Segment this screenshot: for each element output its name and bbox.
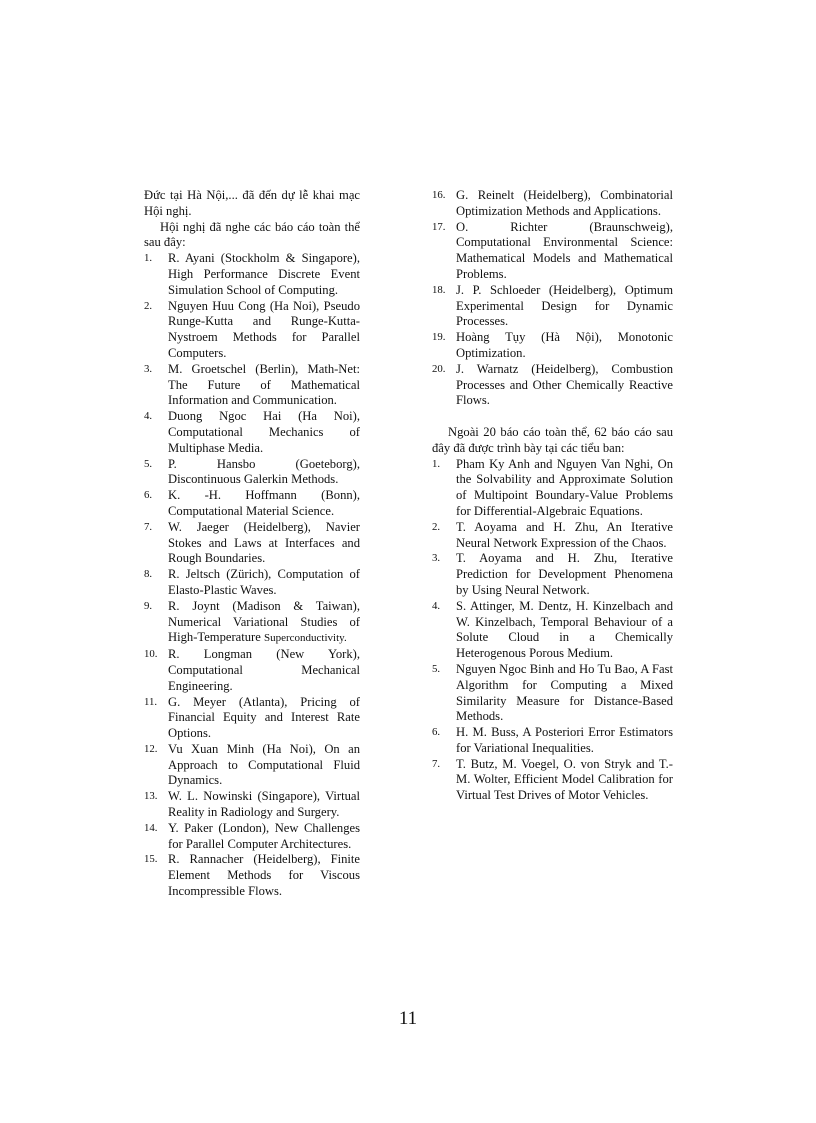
item-number: 12.	[144, 742, 158, 755]
sessions-intro: Ngoài 20 báo cáo toàn thể, 62 báo cáo sau đây đã được trình bày tại các tiểu ban:	[432, 424, 673, 455]
item-text: Vu Xuan Minh (Ha Noi), On an Approach to Computational Fluid Dynamics.	[168, 741, 360, 788]
item-text: Duong Ngoc Hai (Ha Noi), Computational Mechanics of Multiphase Media.	[168, 409, 360, 455]
item-text: Nguyen Huu Cong (Ha Noi), Pseudo Runge-Kutta and Runge-Kutta-Nystroem Methods for Parallel Computers.	[168, 298, 360, 360]
item-text: T. Aoyama and H. Zhu, An Iterative Neural Network Expression of the Chaos.	[456, 519, 673, 550]
item-text: G. Meyer (Atlanta), Pricing of Financial Equity and Interest Rate Options.	[168, 694, 360, 741]
list-item	[144, 457, 360, 489]
list-item	[432, 362, 673, 409]
item-number: 6.	[432, 726, 441, 739]
item-number: 8.	[144, 568, 153, 581]
item-text: Pham Ky Anh and Nguyen Van Nghi, On the Solvability and Approximate Solution of Multipoint Boundary-Value Problems for Differential-Algebraic Equations.	[456, 456, 673, 518]
list-item	[144, 488, 360, 520]
item-number: 19.	[432, 331, 446, 344]
plenary-intro: Hội nghị đã nghe các báo cáo toàn thể sau đây:	[144, 219, 360, 250]
item-number: 6.	[144, 489, 153, 502]
page-number: 11	[398, 1008, 418, 1029]
item-number: 1.	[144, 252, 153, 265]
plenary-list-left	[144, 251, 360, 900]
list-item	[144, 852, 360, 899]
item-number: 17.	[432, 220, 446, 233]
item-text: R. Joynt (Madison & Taiwan), Numerical Variational Studies of High-Temperature	[168, 598, 360, 645]
item-number: 15.	[144, 853, 158, 866]
item-text: J. P. Schloeder (Heidelberg), Optimum Experimental Design for Dynamic Processes.	[456, 282, 673, 329]
list-item	[144, 409, 360, 456]
item-text: T. Aoyama and H. Zhu, Iterative Prediction for Development Phenomena by Using Neural Network.	[456, 551, 673, 597]
list-item	[432, 220, 673, 283]
item-number: 1.	[432, 457, 441, 470]
sessions-list	[432, 457, 673, 805]
item-number: 4.	[144, 410, 153, 423]
item-number: 13.	[144, 790, 158, 803]
plenary-list-right	[432, 188, 673, 409]
list-item	[432, 599, 673, 662]
list-item	[144, 362, 360, 409]
list-item	[432, 551, 673, 598]
item-text: K. -H. Hoffmann (Bonn), Computational Material Science.	[168, 488, 360, 518]
item-text: M. Groetschel (Berlin), Math-Net: The Future of Mathematical Information and Communication.	[168, 361, 360, 408]
item-number: 10.	[144, 648, 158, 661]
item-number: 2.	[144, 299, 153, 312]
item-number: 18.	[432, 283, 446, 296]
item-text: J. Warnatz (Heidelberg), Combustion Processes and Other Chemically Reactive Flows.	[456, 361, 673, 408]
item-text: Hoàng Tụy (Hà Nội), Monotonic Optimization.	[456, 330, 673, 360]
list-item	[432, 330, 673, 362]
item-number: 11.	[144, 695, 158, 708]
item-text: Nguyen Ngoc Binh and Ho Tu Bao, A Fast Algorithm for Computing a Mixed Similarity Measure for Distance-Based Methods.	[456, 661, 673, 724]
list-item	[144, 789, 360, 821]
item-text: R. Rannacher (Heidelberg), Finite Element Methods for Viscous Incompressible Flows.	[168, 852, 360, 899]
list-item	[144, 299, 360, 362]
item-text: O. Richter (Braunschweig), Computational Environmental Science: Mathematical Models and Mathematical Problems.	[456, 219, 673, 281]
item-text-small: Superconductivity.	[264, 632, 347, 645]
list-item	[432, 520, 673, 552]
item-text: R. Longman (New York), Computational Mechanical Engineering.	[168, 647, 360, 693]
list-item	[432, 725, 673, 757]
item-text: W. Jaeger (Heidelberg), Navier Stokes and Laws at Interfaces and Rough Boundaries.	[168, 519, 360, 566]
item-text-wrapper	[168, 599, 360, 647]
list-item	[432, 662, 673, 725]
item-text: R. Jeltsch (Zürich), Computation of Elasto-Plastic Waves.	[168, 567, 360, 597]
item-number: 4.	[432, 599, 441, 612]
list-item	[432, 188, 673, 220]
item-number: 20.	[432, 362, 446, 375]
item-text: H. M. Buss, A Posteriori Error Estimators for Variational Inequalities.	[456, 725, 673, 755]
item-number: 16.	[432, 189, 446, 201]
left-column	[144, 188, 360, 900]
list-item	[144, 599, 360, 647]
intro-paragraph-continued: Đức tại Hà Nội,... đã đến dự lễ khai mạc Hội nghị.	[144, 188, 360, 218]
item-number: 5.	[144, 457, 153, 470]
item-number: 2.	[432, 520, 441, 533]
item-number: 14.	[144, 821, 158, 834]
item-text: P. Hansbo (Goeteborg), Discontinuous Galerkin Methods.	[168, 456, 360, 487]
item-number: 7.	[144, 520, 153, 533]
item-number: 7.	[432, 757, 441, 770]
right-column	[432, 188, 673, 804]
item-text: R. Ayani (Stockholm & Singapore), High Performance Discrete Event Simulation School of Computing.	[168, 251, 360, 297]
item-text: S. Attinger, M. Dentz, H. Kinzelbach and W. Kinzelbach, Temporal Behaviour of a Solute Cloud in a Chemically Heterogenous Porous Medium.	[456, 598, 673, 661]
list-item	[432, 457, 673, 520]
item-number: 9.	[144, 599, 153, 612]
list-item	[144, 695, 360, 742]
item-text: T. Butz, M. Voegel, O. von Stryk and T.-M. Wolter, Efficient Model Calibration for Virtual Test Drives of Motor Vehicles.	[456, 756, 673, 803]
list-item	[144, 647, 360, 694]
list-item	[432, 757, 673, 804]
list-item	[144, 520, 360, 567]
list-item	[144, 567, 360, 599]
item-number: 3.	[432, 552, 441, 565]
item-text: G. Reinelt (Heidelberg), Combinatorial Optimization Methods and Applications.	[456, 188, 673, 218]
item-text: Y. Paker (London), New Challenges for Parallel Computer Architectures.	[168, 820, 360, 851]
paragraph-spacer	[432, 409, 673, 425]
item-text: W. L. Nowinski (Singapore), Virtual Reality in Radiology and Surgery.	[168, 789, 360, 820]
list-item	[144, 742, 360, 789]
list-item	[144, 821, 360, 853]
item-number: 3.	[144, 362, 153, 375]
item-number: 5.	[432, 662, 441, 675]
list-item	[144, 251, 360, 298]
list-item	[432, 283, 673, 330]
